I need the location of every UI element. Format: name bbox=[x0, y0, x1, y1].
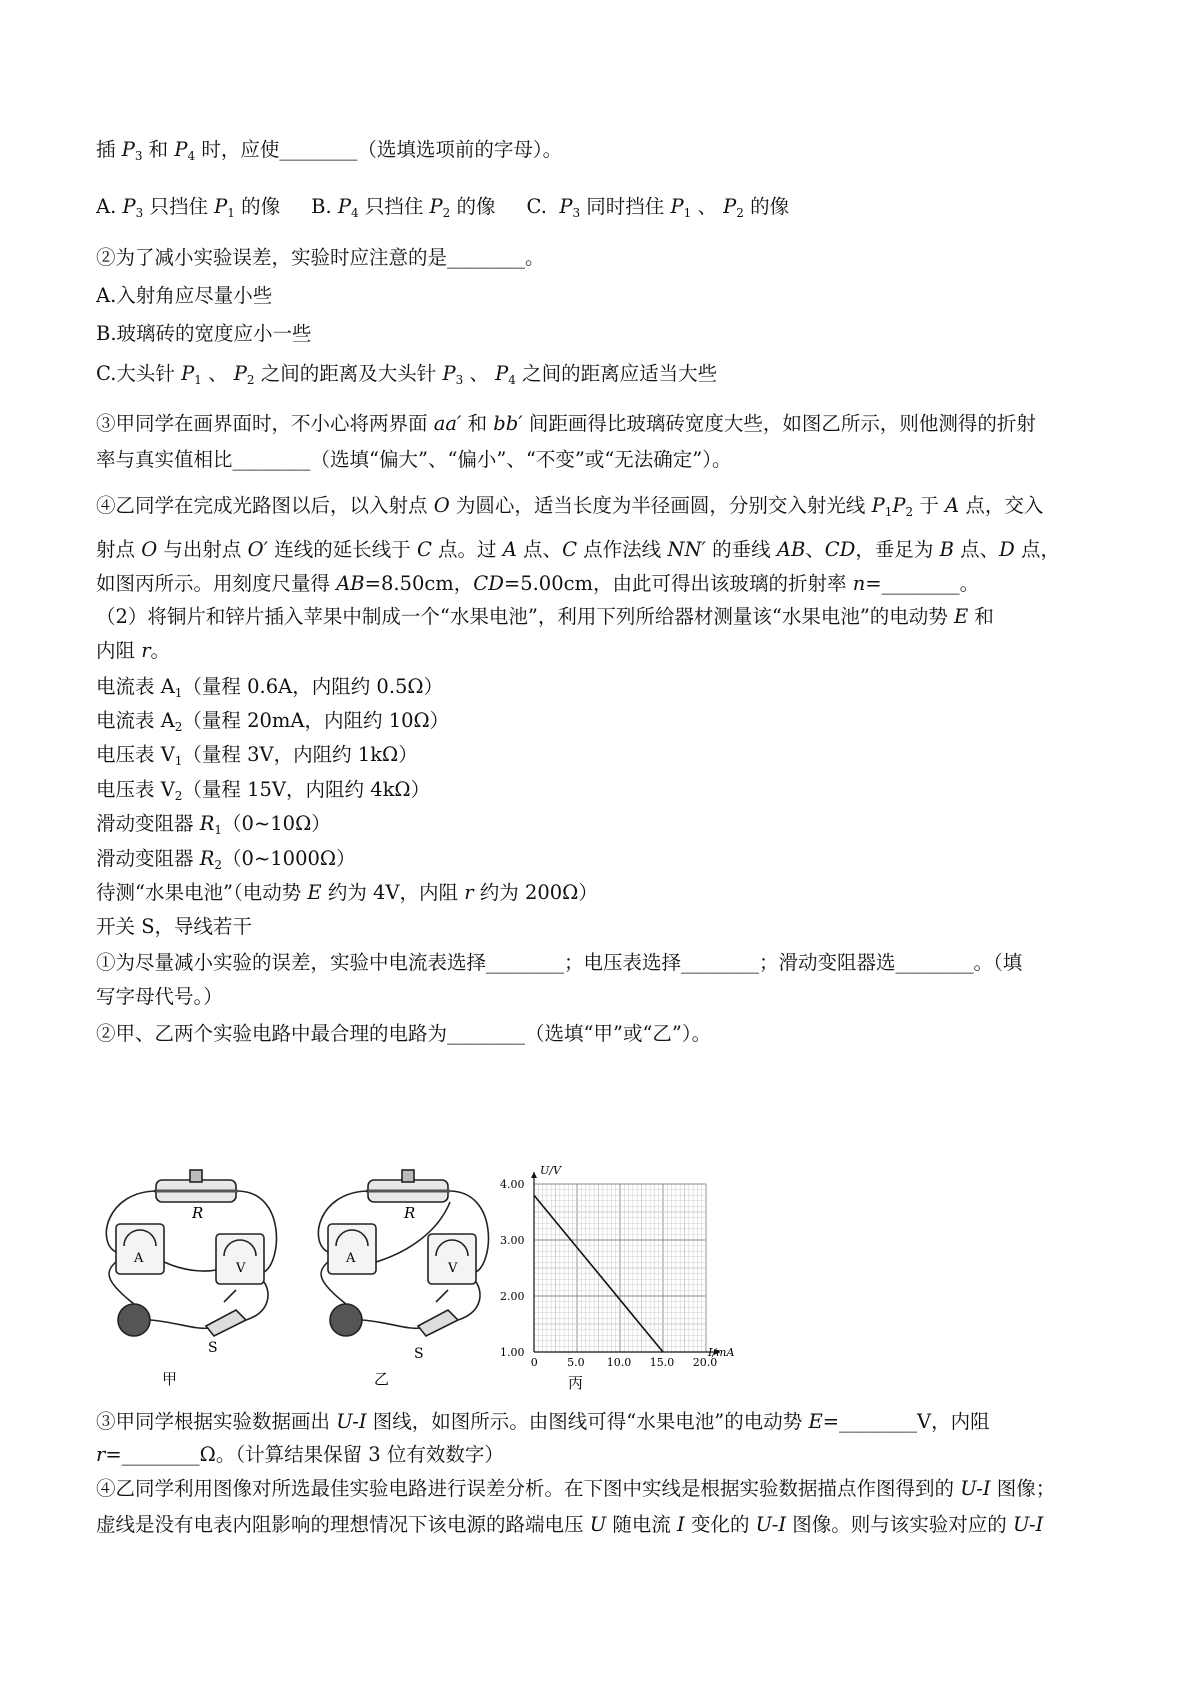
line-6: C.大头针 $P_1$ 、 $P_2$ 之间的距离及大头针 $P_3$ 、 $P_4$ 之间的距离应适当大些 bbox=[96, 362, 718, 387]
line-26: r=________Ω。（计算结果保留 3 位有效数字） bbox=[96, 1443, 504, 1466]
line-28: 虚线是没有电表内阻影响的理想情况下该电源的路端电压 U 随电流 I 变化的 U-I 图像。则与该实验对应的 U-I bbox=[96, 1513, 1044, 1536]
line-8: 率与真实值相比________（选填“偏大”、“偏小”、“不变”或“无法确定”）。 bbox=[96, 448, 732, 471]
ui-graph bbox=[500, 1164, 734, 1369]
x-tick-label: 0 bbox=[530, 1356, 538, 1369]
line-27: ④乙同学利用图像对所选最佳实验电路进行误差分析。在下图中实线是根据实验数据描点作图得到的 U-I 图像； bbox=[96, 1477, 1056, 1500]
line-9: ④乙同学在完成光路图以后，以入射点 O 为圆心，适当长度为半径画圆，分别交入射光线 $P_1P_2$ 于 A 点，交入 bbox=[96, 494, 1044, 519]
line-5: B.玻璃砖的宽度应小一些 bbox=[96, 322, 312, 345]
x-tick-label: 10.0 bbox=[606, 1356, 632, 1369]
circuit-yi-s-label: S bbox=[414, 1346, 424, 1362]
line-24: ②甲、乙两个实验电路中最合理的电路为________（选填“甲”或“乙”）。 bbox=[96, 1022, 712, 1045]
y-tick-label: 1.00 bbox=[500, 1346, 525, 1359]
equipment-switch: 开关 S，导线若干 bbox=[96, 915, 253, 938]
x-tick-label: 15.0 bbox=[649, 1356, 675, 1369]
circuit-jia-v-label: V bbox=[236, 1261, 246, 1276]
y-tick-label: 2.00 bbox=[500, 1290, 525, 1303]
line-11: 如图丙所示。用刻度尺量得 AB=8.50cm，CD=5.00cm，由此可得出该玻璃的折射率 n=________。 bbox=[96, 572, 980, 595]
equipment-a2: 电流表 $A_2$（量程 20mA，内阻约 10Ω） bbox=[96, 709, 450, 734]
figure-svg bbox=[96, 1162, 766, 1398]
line-10: 射点 O 与出射点 O′ 连线的延长线于 C 点。过 A 点、C 点作法线 NN′ 的垂线 AB、CD，垂足为 B 点、D 点， bbox=[96, 538, 1060, 561]
circuit-jia-s-label: S bbox=[208, 1340, 218, 1356]
x-tick-label: 5.0 bbox=[567, 1356, 585, 1369]
equipment-battery: 待测“水果电池”（电动势 E 约为 4V，内阻 r 约为 200Ω） bbox=[96, 881, 598, 904]
circuit-jia bbox=[106, 1170, 276, 1336]
line-3: ②为了减小实验误差，实验时应注意的是________。 bbox=[96, 246, 545, 269]
equipment-v1: 电压表 $V_1$（量程 3V，内阻约 1kΩ） bbox=[96, 743, 418, 768]
line-4: A.入射角应尽量小些 bbox=[96, 284, 273, 307]
y-tick-label: 3.00 bbox=[500, 1234, 525, 1247]
y-tick-label: 4.00 bbox=[500, 1178, 525, 1191]
line-23: 写字母代号。） bbox=[96, 985, 223, 1008]
line-1: 插 $P_3$ 和 $P_4$ 时，应使________（选填选项前的字母）。 bbox=[96, 138, 563, 163]
circuit-yi bbox=[318, 1170, 488, 1336]
option-row: A. $P_3$ 只挡住 $P_1$ 的像 B. $P_4$ 只挡住 $P_2$ 的像 C. $P_3$ 同时挡住 $P_1$ 、 $P_2$ 的像 bbox=[96, 195, 790, 220]
line-25: ③甲同学根据实验数据画出 U-I 图线，如图所示。由图线可得“水果电池”的电动势 E=________V，内阻 bbox=[96, 1410, 990, 1433]
circuit-yi-a-label: A bbox=[346, 1251, 356, 1266]
circuit-yi-r-label: R bbox=[404, 1204, 416, 1222]
equipment-a1: 电流表 $A_1$（量程 0.6A，内阻约 0.5Ω） bbox=[96, 675, 444, 700]
line-13: 内阻 r。 bbox=[96, 639, 171, 662]
line-12: （2）将铜片和锌片插入苹果中制成一个“水果电池”，利用下列所给器材测量该“水果电池”的电动势 E 和 bbox=[96, 605, 994, 628]
y-axis-label: U/V bbox=[540, 1164, 561, 1177]
equipment-r2: 滑动变阻器 $R_2(0\sim 1000\Omega)$ bbox=[96, 847, 356, 872]
circuit-yi-caption: 乙 bbox=[374, 1370, 390, 1388]
circuit-yi-v-label: V bbox=[448, 1261, 458, 1276]
figure-block bbox=[96, 1162, 766, 1398]
line-22: ①为尽量减小实验的误差，实验中电流表选择________；电压表选择________；滑动变阻器选________。（填 bbox=[96, 951, 1023, 974]
circuit-jia-caption: 甲 bbox=[162, 1370, 178, 1388]
x-axis-label: I/mA bbox=[708, 1346, 735, 1359]
circuit-jia-a-label: A bbox=[134, 1251, 144, 1266]
equipment-v2: 电压表 $V_2$（量程 15V，内阻约 4kΩ） bbox=[96, 778, 431, 803]
circuit-jia-r-label: R bbox=[192, 1204, 204, 1222]
y-axis-arrow bbox=[531, 1172, 537, 1178]
x-tick-label: 20.0 bbox=[692, 1356, 718, 1369]
line-7: ③甲同学在画界面时，不小心将两界面 aa′ 和 bb′ 间距画得比玻璃砖宽度大些，如图乙所示，则他测得的折射 bbox=[96, 412, 1036, 435]
equipment-r1: 滑动变阻器 $R_1(0\sim 10\Omega)$ bbox=[96, 812, 331, 837]
graph-caption: 丙 bbox=[568, 1374, 584, 1392]
